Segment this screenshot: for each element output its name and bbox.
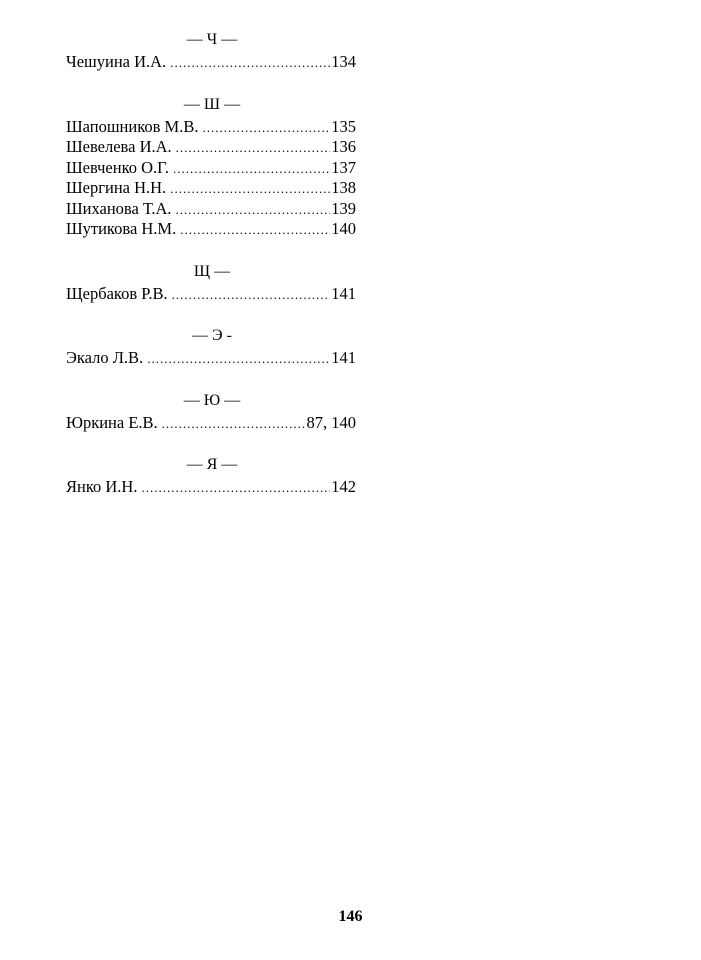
- entry-pages: 140: [331, 219, 356, 238]
- entry-name: Экало Л.В.: [66, 348, 144, 367]
- section-letter-heading: Щ —: [193, 262, 231, 280]
- section-letter-heading: — Э -: [192, 327, 232, 344]
- page-number: 146: [338, 908, 363, 925]
- index-entry: [66, 348, 356, 369]
- index-entry: [66, 284, 356, 305]
- entry-name: Шергина Н.Н.: [66, 178, 167, 197]
- entry-pages: 139: [331, 198, 356, 218]
- section-letter-heading: — Ш —: [183, 95, 241, 113]
- index-entry: [66, 178, 356, 199]
- dot-leader: [162, 414, 306, 434]
- index-entry: [66, 199, 356, 220]
- dot-leader: [170, 53, 330, 73]
- section-letter-heading: — Я —: [186, 456, 238, 473]
- dot-leader: [202, 118, 330, 138]
- entry-name: Щербаков Р.В.: [66, 283, 168, 303]
- entry-name: Шевелева И.А.: [66, 137, 172, 156]
- dot-leader: [180, 220, 330, 240]
- index-entry: [66, 413, 356, 434]
- entry-name: Чешуина И.А.: [66, 52, 167, 71]
- index-section-sha: [66, 95, 366, 240]
- entry-pages: 134: [331, 52, 356, 71]
- entry-name: Шиханова Т.А.: [66, 198, 172, 218]
- entry-name: Янко И.Н.: [66, 477, 138, 496]
- entry-pages: 141: [331, 283, 356, 303]
- index-section-e: [66, 326, 366, 369]
- index-entry: [66, 158, 356, 179]
- index-section-ya: [66, 455, 366, 498]
- dot-leader: [176, 200, 331, 220]
- index-entry: [66, 137, 356, 158]
- entry-pages: 142: [331, 477, 356, 496]
- dot-leader: [147, 349, 330, 369]
- section-letter-heading: — Ч —: [186, 31, 238, 48]
- section-letter-heading: — Ю —: [183, 391, 241, 409]
- entry-pages: 136: [331, 137, 356, 156]
- index-section-shcha: [66, 262, 366, 305]
- dot-leader: [172, 285, 331, 305]
- index-entry: [66, 219, 356, 240]
- entry-pages: 138: [331, 178, 356, 197]
- index-entry: [66, 52, 356, 73]
- entry-pages: 141: [331, 348, 356, 367]
- index-section-yu: [66, 391, 366, 434]
- index-entry: [66, 117, 356, 138]
- dot-leader: [141, 478, 330, 498]
- entry-name: Юркина Е.В.: [66, 412, 158, 432]
- entry-pages: 87, 140: [306, 412, 356, 432]
- entry-name: Шевченко О.Г.: [66, 157, 169, 177]
- entry-pages: 137: [331, 157, 356, 177]
- index-section-che: [66, 30, 366, 73]
- entry-name: Шапошников М.В.: [66, 116, 199, 136]
- dot-leader: [170, 179, 330, 199]
- dot-leader: [176, 138, 331, 158]
- name-index: [66, 30, 366, 520]
- dot-leader: [173, 159, 330, 179]
- index-entry: [66, 477, 356, 498]
- entry-pages: 135: [331, 116, 356, 136]
- entry-name: Шутикова Н.М.: [66, 219, 177, 238]
